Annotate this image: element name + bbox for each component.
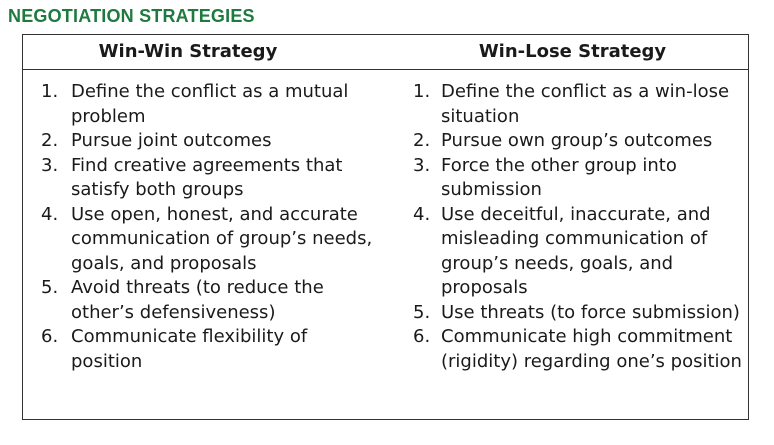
item-number: 2. xyxy=(413,130,431,151)
list-item xyxy=(393,203,748,301)
item-number: 3. xyxy=(41,154,59,176)
list-item xyxy=(393,80,748,129)
win-win-heading: Win-Win Strategy xyxy=(98,41,278,62)
item-text: Avoid threats (to reduce the other’s defensiveness) xyxy=(71,277,324,323)
item-text: Use threats (to force submission) xyxy=(441,301,740,323)
item-number: 6. xyxy=(41,326,59,347)
item-text: Find creative agreements that satisfy both groups xyxy=(71,154,343,200)
list-item xyxy=(393,129,748,154)
item-text: Communicate high commitment (rigidity) regarding one’s position xyxy=(441,326,742,372)
section-title: NEGOTIATION STRATEGIES xyxy=(8,6,255,26)
item-number: 6. xyxy=(413,326,431,347)
list-item xyxy=(23,325,383,374)
item-number: 4. xyxy=(413,203,431,225)
item-number: 5. xyxy=(41,277,59,298)
item-text: Use deceitful, inaccurate, and misleading communication of group’s needs, goals, and proposals xyxy=(441,203,711,298)
list-item xyxy=(393,325,748,374)
item-text: Define the conflict as a mutual problem xyxy=(71,81,349,127)
list-item xyxy=(23,129,383,154)
item-number: 1. xyxy=(413,81,431,102)
item-number: 4. xyxy=(41,203,59,225)
item-text: Pursue joint outcomes xyxy=(71,130,272,151)
item-number: 3. xyxy=(413,154,431,176)
win-win-list xyxy=(23,80,383,374)
item-number: 1. xyxy=(41,81,59,102)
win-lose-list xyxy=(393,80,748,374)
item-text: Use open, honest, and accurate communication of group’s needs, goals, and proposals xyxy=(71,203,373,274)
win-lose-heading: Win-Lose Strategy xyxy=(478,41,667,62)
list-item xyxy=(23,80,383,129)
item-text: Communicate flexibility of position xyxy=(71,326,308,372)
item-number: 2. xyxy=(41,130,59,151)
item-text: Pursue own group’s outcomes xyxy=(441,130,713,151)
list-item xyxy=(23,154,383,203)
item-text: Force the other group into submission xyxy=(441,154,677,200)
list-item xyxy=(23,203,383,277)
item-number: 5. xyxy=(413,301,431,323)
strategies-table xyxy=(22,34,749,420)
table-header-row xyxy=(23,35,748,70)
list-item xyxy=(393,301,748,326)
list-item xyxy=(393,154,748,203)
item-text: Define the conflict as a win-lose situation xyxy=(441,81,730,127)
list-item xyxy=(23,276,383,325)
